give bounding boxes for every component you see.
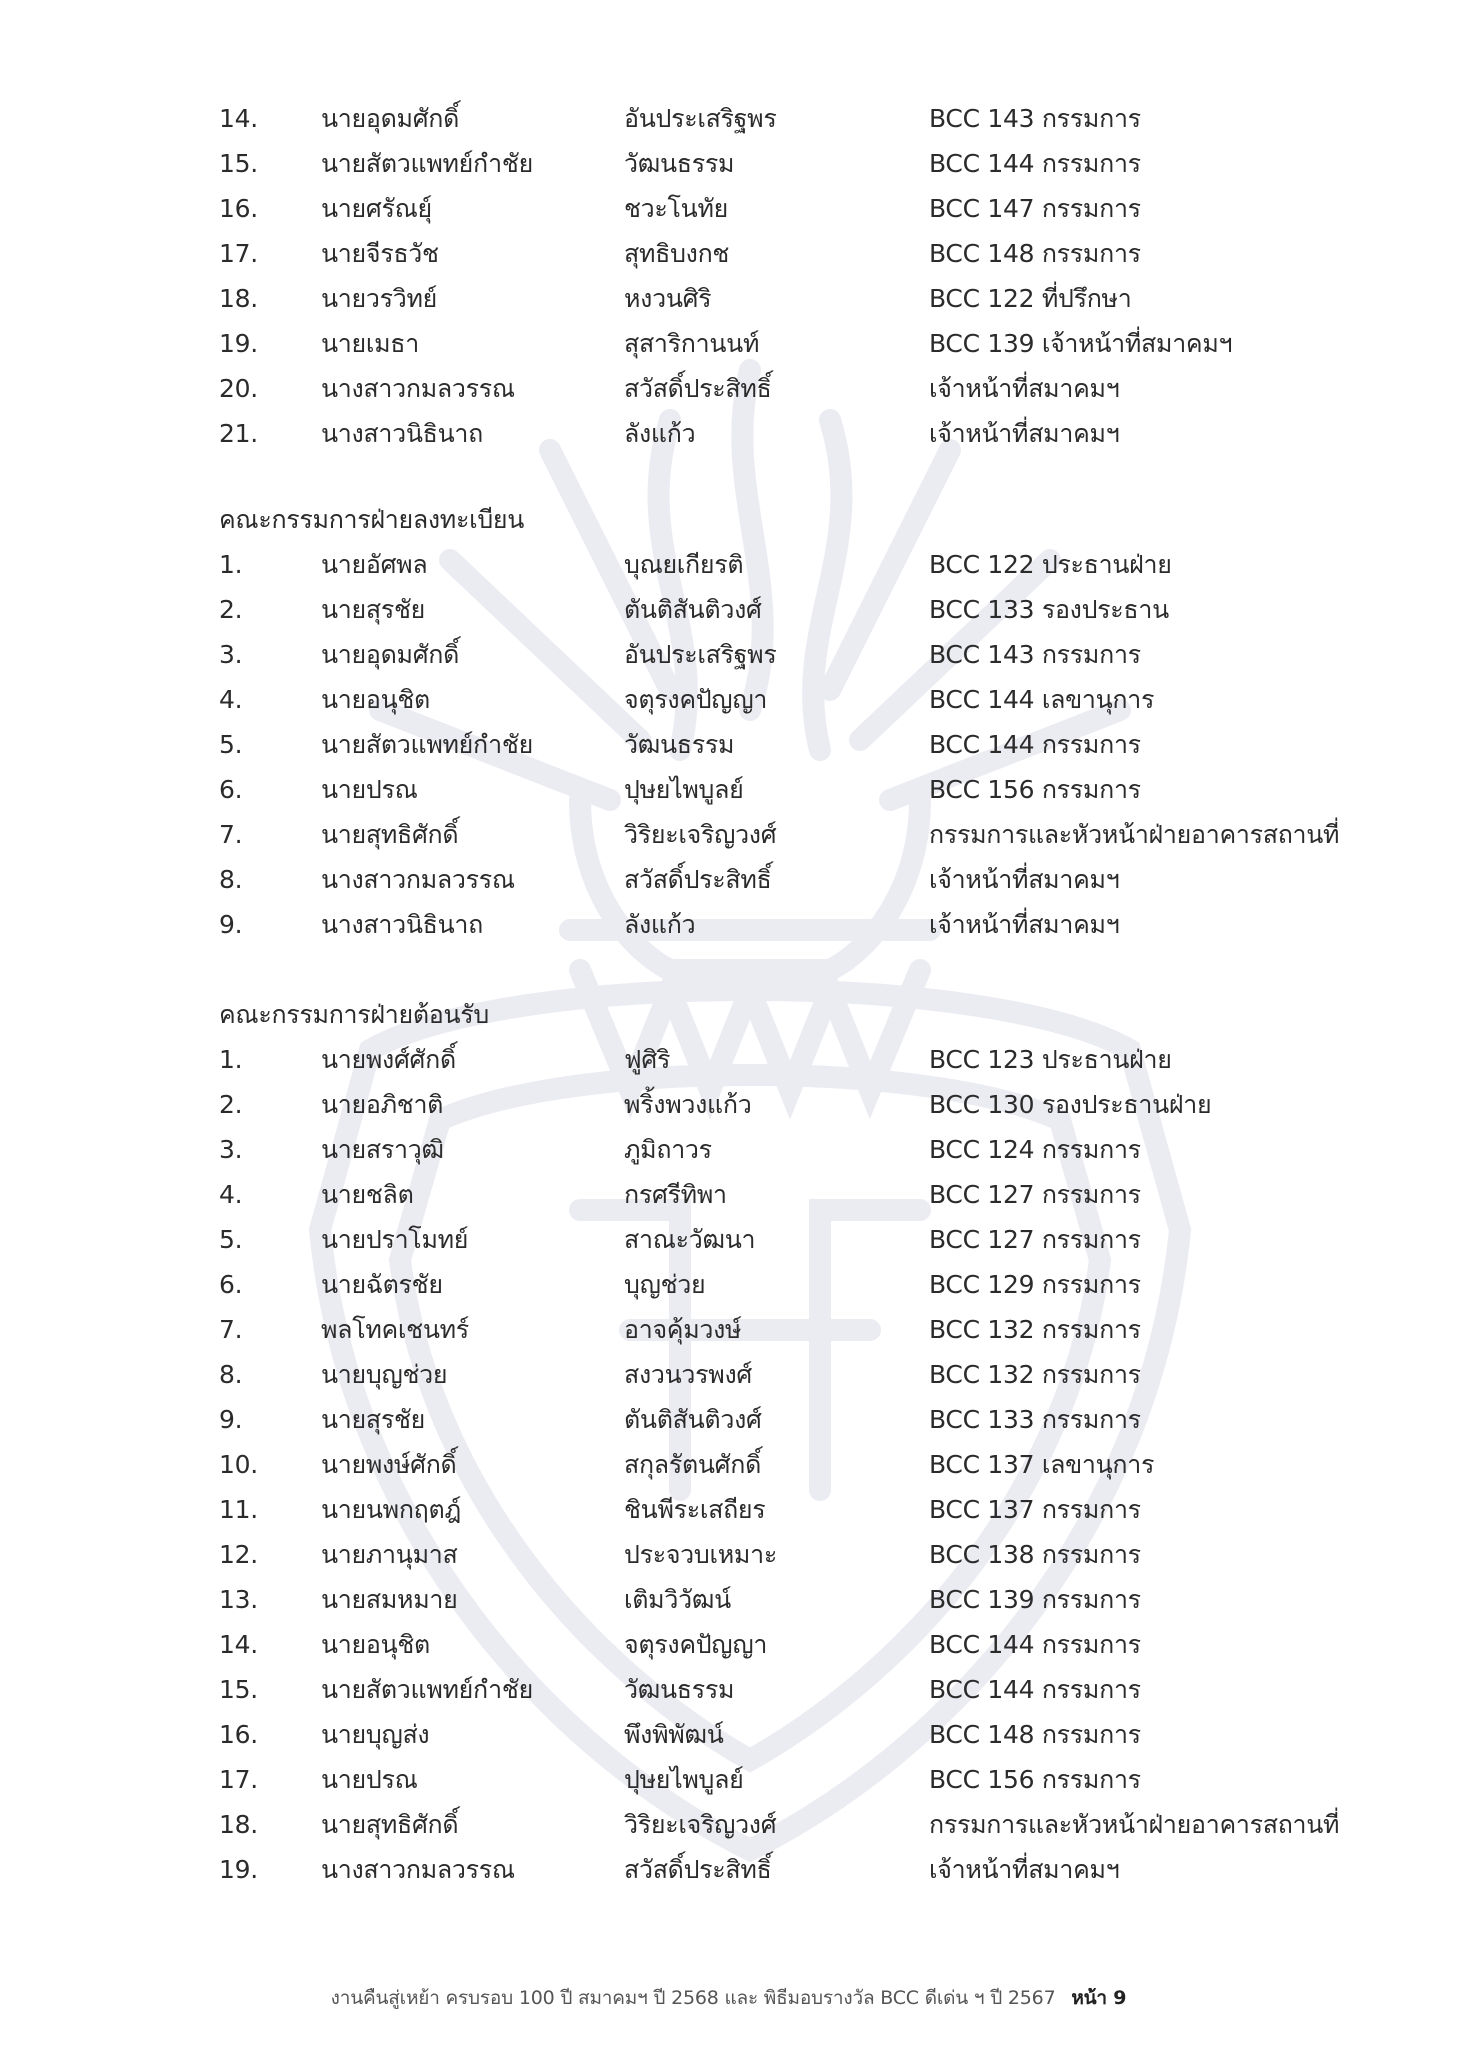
list-item (219, 767, 1419, 812)
first-name: นางสาวกมลวรรณ (321, 1855, 515, 1884)
last-name: วิริยะเจริญวงศ์ (624, 820, 777, 849)
item-number: 8. (219, 865, 243, 894)
item-number: 1. (219, 550, 243, 579)
role: BCC 144 กรรมการ (929, 1675, 1141, 1704)
item-number: 17. (219, 239, 258, 268)
first-name: นายสัตวแพทย์กำชัย (321, 730, 533, 759)
item-number: 15. (219, 1675, 258, 1704)
first-name: นางสาวกมลวรรณ (321, 865, 515, 894)
last-name: สกุลรัตนศักดิ์ (624, 1450, 762, 1479)
list-item (219, 542, 1419, 587)
last-name: วัฒนธรรม (624, 149, 735, 178)
section-title: คณะกรรมการฝ่ายลงทะเบียน (219, 505, 525, 534)
list-item (219, 1217, 1419, 1262)
item-number: 19. (219, 329, 258, 358)
last-name: สุทธิบงกช (624, 239, 730, 268)
role: BCC 122 ที่ปรึกษา (929, 284, 1132, 313)
item-number: 5. (219, 1225, 243, 1254)
item-number: 6. (219, 1270, 243, 1299)
last-name: เติมวิวัฒน์ (624, 1585, 731, 1614)
last-name: ปุษยไพบูลย์ (624, 775, 744, 804)
last-name: สวัสดิ์ประสิทธิ์ (624, 1855, 772, 1884)
first-name: นางสาวนิธินาถ (321, 419, 483, 448)
last-name: วัฒนธรรม (624, 730, 735, 759)
item-number: 17. (219, 1765, 258, 1794)
role: BCC 137 กรรมการ (929, 1495, 1141, 1524)
item-number: 3. (219, 640, 243, 669)
last-name: จตุรงคปัญญา (624, 1630, 768, 1659)
last-name: สงวนวรพงศ์ (624, 1360, 752, 1389)
item-number: 10. (219, 1450, 258, 1479)
last-name: จตุรงคปัญญา (624, 685, 768, 714)
first-name: นายนพกฤตฎ์ (321, 1495, 461, 1524)
item-number: 4. (219, 685, 243, 714)
list-item (219, 1352, 1419, 1397)
list-item (219, 1622, 1419, 1667)
list-item (219, 1757, 1419, 1802)
first-name: นายพงศ์ศักดิ์ (321, 1045, 456, 1074)
item-number: 7. (219, 820, 243, 849)
last-name: สวัสดิ์ประสิทธิ์ (624, 865, 772, 894)
last-name: สุสาริกานนท์ (624, 329, 760, 358)
role: BCC 138 กรรมการ (929, 1540, 1141, 1569)
role: กรรมการและหัวหน้าฝ่ายอาคารสถานที่ (929, 820, 1340, 849)
first-name: นายอุดมศักดิ์ (321, 640, 460, 669)
first-name: นายวรวิทย์ (321, 284, 438, 313)
item-number: 12. (219, 1540, 258, 1569)
first-name: นายสมหมาย (321, 1585, 458, 1614)
list-item (219, 1307, 1419, 1352)
last-name: ลังแก้ว (624, 910, 696, 939)
last-name: ตันติสันติวงศ์ (624, 595, 762, 624)
item-number: 16. (219, 194, 258, 223)
first-name: นายสุรชัย (321, 1405, 425, 1434)
footer-event-text: งานคืนสู่เหย้า ครบรอบ 100 ปี สมาคมฯ ปี 2568 และ พิธีมอบรางวัล BCC ดีเด่น ฯ ปี 2567 (330, 1987, 1056, 2009)
role: BCC 124 กรรมการ (929, 1135, 1141, 1164)
list-item (219, 1082, 1419, 1127)
role: BCC 148 กรรมการ (929, 1720, 1141, 1749)
last-name: ชวะโนทัย (624, 194, 728, 223)
list-item (219, 812, 1419, 857)
item-number: 1. (219, 1045, 243, 1074)
last-name: วัฒนธรรม (624, 1675, 735, 1704)
list-item (219, 1127, 1419, 1172)
list-item (219, 1442, 1419, 1487)
list-item (219, 1172, 1419, 1217)
first-name: นางสาวนิธินาถ (321, 910, 483, 939)
last-name: อาจคุ้มวงษ์ (624, 1315, 742, 1344)
list-item (219, 1712, 1419, 1757)
role: BCC 156 กรรมการ (929, 775, 1141, 804)
first-name: นายบุญช่วย (321, 1360, 448, 1389)
role: BCC 144 กรรมการ (929, 149, 1141, 178)
list-item (219, 276, 1419, 321)
list-item (219, 1577, 1419, 1622)
first-name: นายศรัณย์ุ (321, 194, 432, 223)
role: เจ้าหน้าที่สมาคมฯ (929, 374, 1120, 403)
page-footer (0, 1983, 1457, 2013)
list-item (219, 1802, 1419, 1847)
role: BCC 133 กรรมการ (929, 1405, 1141, 1434)
role: กรรมการและหัวหน้าฝ่ายอาคารสถานที่ (929, 1810, 1340, 1839)
role: BCC 132 กรรมการ (929, 1360, 1141, 1389)
item-number: 9. (219, 910, 243, 939)
role: BCC 122 ประธานฝ่าย (929, 550, 1172, 579)
first-name: นางสาวกมลวรรณ (321, 374, 515, 403)
first-name: พลโทคเชนทร์ (321, 1315, 469, 1344)
item-number: 4. (219, 1180, 243, 1209)
first-name: นายสัตวแพทย์กำชัย (321, 1675, 533, 1704)
list-item (219, 186, 1419, 231)
last-name: บุญช่วย (624, 1270, 706, 1299)
last-name: บุณยเกียรติ (624, 550, 744, 579)
list-item (219, 587, 1419, 632)
item-number: 14. (219, 104, 258, 133)
item-number: 19. (219, 1855, 258, 1884)
list-item (219, 366, 1419, 411)
list-item (219, 1037, 1419, 1082)
item-number: 13. (219, 1585, 258, 1614)
item-number: 11. (219, 1495, 258, 1524)
list-item (219, 411, 1419, 456)
item-number: 18. (219, 1810, 258, 1839)
first-name: นายสราวุฒิ (321, 1135, 444, 1164)
item-number: 15. (219, 149, 258, 178)
first-name: นายปรณ (321, 775, 418, 804)
item-number: 16. (219, 1720, 258, 1749)
last-name: ภูมิถาวร (624, 1135, 712, 1164)
first-name: นายสัตวแพทย์กำชัย (321, 149, 533, 178)
list-item (219, 1397, 1419, 1442)
role: BCC 132 กรรมการ (929, 1315, 1141, 1344)
first-name: นายพงษ์ศักดิ์ (321, 1450, 457, 1479)
item-number: 18. (219, 284, 258, 313)
first-name: นายอนุชิต (321, 685, 430, 714)
list-item (219, 1487, 1419, 1532)
first-name: นายจีรธวัช (321, 239, 439, 268)
last-name: วิริยะเจริญวงศ์ (624, 1810, 777, 1839)
last-name: อันประเสริฐพร (624, 104, 777, 133)
role: BCC 143 กรรมการ (929, 104, 1141, 133)
first-name: นายสุทธิศักดิ์ (321, 1810, 459, 1839)
item-number: 8. (219, 1360, 243, 1389)
role: BCC 130 รองประธานฝ่าย (929, 1090, 1212, 1119)
first-name: นายสุทธิศักดิ์ (321, 820, 459, 849)
last-name: สวัสดิ์ประสิทธิ์ (624, 374, 772, 403)
role: BCC 143 กรรมการ (929, 640, 1141, 669)
item-number: 21. (219, 419, 258, 448)
role: BCC 133 รองประธาน (929, 595, 1169, 624)
first-name: นายอุดมศักดิ์ (321, 104, 460, 133)
list-item (219, 321, 1419, 366)
list-item (219, 677, 1419, 722)
item-number: 14. (219, 1630, 258, 1659)
list-item (219, 632, 1419, 677)
role: เจ้าหน้าที่สมาคมฯ (929, 419, 1120, 448)
item-number: 20. (219, 374, 258, 403)
role: BCC 148 กรรมการ (929, 239, 1141, 268)
last-name: พริ้งพวงแก้ว (624, 1090, 752, 1119)
item-number: 3. (219, 1135, 243, 1164)
item-number: 2. (219, 1090, 243, 1119)
last-name: พึงพิพัฒน์ (624, 1720, 724, 1749)
first-name: นายสุรชัย (321, 595, 425, 624)
item-number: 7. (219, 1315, 243, 1344)
first-name: นายเมธา (321, 329, 419, 358)
role: BCC 127 กรรมการ (929, 1180, 1141, 1209)
role: BCC 139 กรรมการ (929, 1585, 1141, 1614)
item-number: 9. (219, 1405, 243, 1434)
first-name: นายปรณ (321, 1765, 418, 1794)
role: BCC 137 เลขานุการ (929, 1450, 1155, 1479)
last-name: อันประเสริฐพร (624, 640, 777, 669)
last-name: ฟูศิริ (624, 1045, 671, 1074)
role: BCC 147 กรรมการ (929, 194, 1141, 223)
first-name: นายอภิชาติ (321, 1090, 444, 1119)
list-item (219, 722, 1419, 767)
last-name: กรศรีทิพา (624, 1180, 727, 1209)
role: BCC 144 กรรมการ (929, 730, 1141, 759)
role: BCC 144 กรรมการ (929, 1630, 1141, 1659)
role: BCC 127 กรรมการ (929, 1225, 1141, 1254)
last-name: หงวนศิริ (624, 284, 712, 313)
last-name: ลังแก้ว (624, 419, 696, 448)
last-name: ปุษยไพบูลย์ (624, 1765, 744, 1794)
role: เจ้าหน้าที่สมาคมฯ (929, 865, 1120, 894)
list-item (219, 231, 1419, 276)
role: BCC 156 กรรมการ (929, 1765, 1141, 1794)
role: เจ้าหน้าที่สมาคมฯ (929, 910, 1120, 939)
list-item (219, 1262, 1419, 1307)
role: BCC 129 กรรมการ (929, 1270, 1141, 1299)
last-name: ตันติสันติวงศ์ (624, 1405, 762, 1434)
item-number: 5. (219, 730, 243, 759)
first-name: นายปราโมทย์ (321, 1225, 469, 1254)
list-item (219, 902, 1419, 947)
role: BCC 144 เลขานุการ (929, 685, 1155, 714)
first-name: นายฉัตรชัย (321, 1270, 443, 1299)
list-item (219, 857, 1419, 902)
item-number: 2. (219, 595, 243, 624)
item-number: 6. (219, 775, 243, 804)
list-item (219, 1847, 1419, 1892)
first-name: นายภานุมาส (321, 1540, 458, 1569)
role: BCC 123 ประธานฝ่าย (929, 1045, 1172, 1074)
first-name: นายบุญส่ง (321, 1720, 430, 1749)
section-title: คณะกรรมการฝ่ายต้อนรับ (219, 1000, 489, 1029)
last-name: สาณะวัฒนา (624, 1225, 756, 1254)
list-item (219, 1532, 1419, 1577)
last-name: ชินพีระเสถียร (624, 1495, 766, 1524)
role: BCC 139 เจ้าหน้าที่สมาคมฯ (929, 329, 1233, 358)
role: เจ้าหน้าที่สมาคมฯ (929, 1855, 1120, 1884)
list-item (219, 1667, 1419, 1712)
last-name: ประจวบเหมาะ (624, 1540, 777, 1569)
first-name: นายอัศพล (321, 550, 428, 579)
first-name: นายชลิต (321, 1180, 414, 1209)
page-number: หน้า 9 (1071, 1987, 1127, 2009)
list-item (219, 96, 1419, 141)
first-name: นายอนุชิต (321, 1630, 430, 1659)
list-item (219, 141, 1419, 186)
